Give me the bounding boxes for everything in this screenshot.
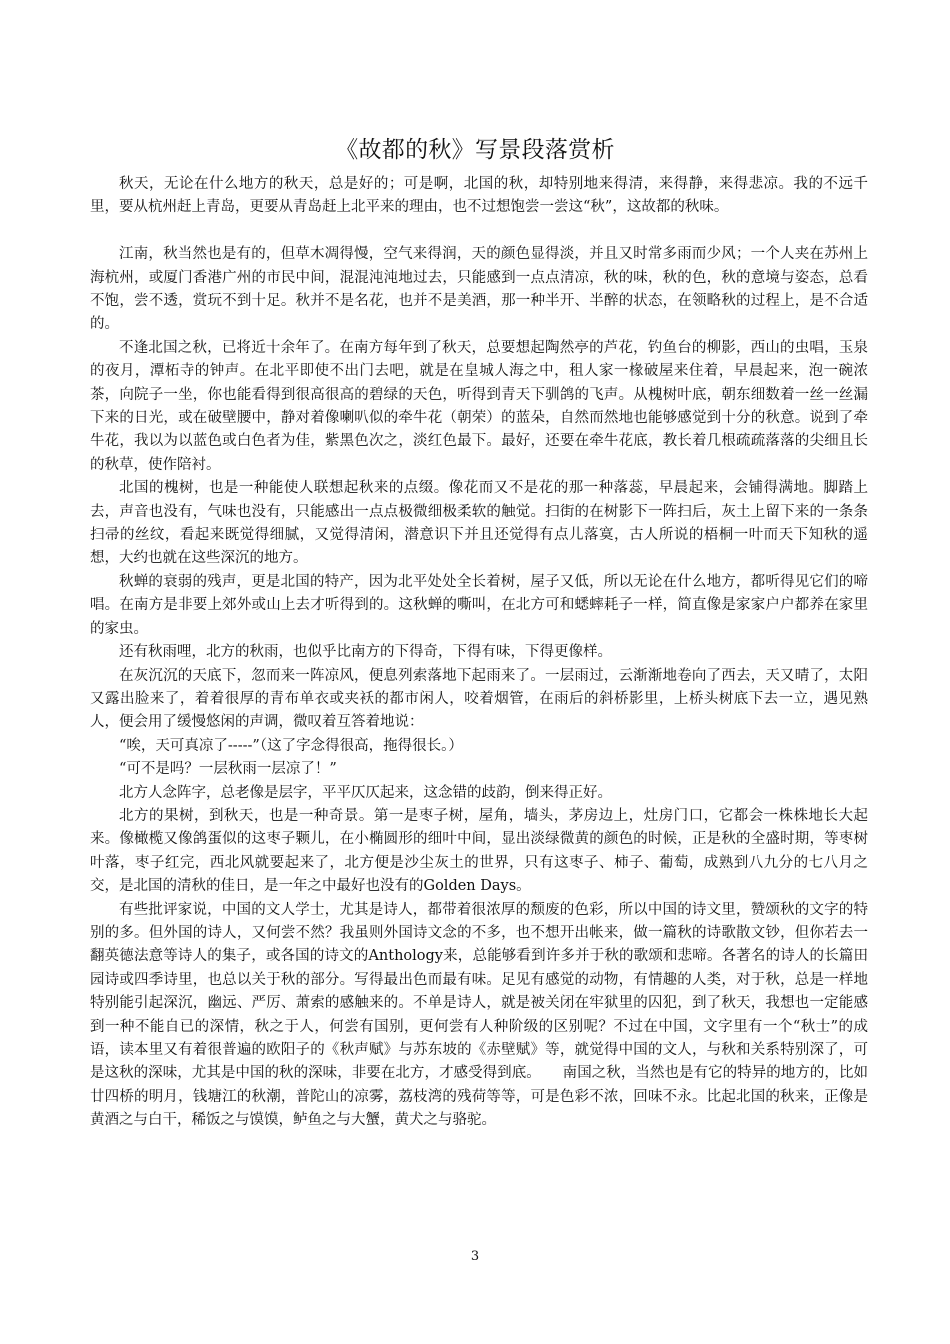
paragraph: 江南，秋当然也是有的，但草木凋得慢，空气来得润，天的颜色显得淡，并且又时常多雨而少风；一个人夹在苏州上海杭州，或厦门香港广州的市民中间，混混沌沌地过去，只能感到一点点清凉，秋的味，秋的色，秋的意境与姿态，总看不饱，尝不透，赏玩不到十足。秋并不是名花，也并不是美酒，那一种半开、半醉的状态，在领略秋的过程上，是不合适的。 — [90, 246, 868, 333]
document-body — [90, 173, 868, 1133]
dialogue-line: “可不是吗？一层秋雨一层凉了！” — [119, 761, 337, 778]
paragraph: 北国的槐树，也是一种能使人联想起秋来的点缀。像花而又不是花的那一种落蕊，早晨起来，会铺得满地。脚踏上去，声音也没有，气味也没有，只能感出一点点极微细极柔软的触觉。扫街的在树影下一阵扫后，灰土上留下来的一条条扫帚的丝纹，看起来既觉得细腻，又觉得清闲，潜意识下并且还觉得有点儿落寞，古人所说的梧桐一叶而天下知秋的遥想，大约也就在这些深沉的地方。 — [90, 480, 868, 567]
paragraph: 有些批评家说，中国的文人学士，尤其是诗人，都带着很浓厚的颓废的色彩，所以中国的诗文里，赞颂秋的文字的特别的多。但外国的诗人，又何尝不然？我虽则外国诗文念的不多，也不想开出帐来，做一篇秋的诗歌散文钞，但你若去一翻英德法意等诗人的集子，或各国的诗文的Anthology来，总能够看到许多并于秋的歌颂和悲啼。各著名的诗人的长篇田园诗或四季诗里，也总以关于秋的部分。写得最出色而最有味。足见有感觉的动物，有情趣的人类，对于秋，总是一样地特别能引起深沉，幽远、严厉、萧索的感触来的。不单是诗人，就是被关闭在牢狱里的囚犯，到了秋天，我想也一定能感到一种不能自已的深情，秋之于人，何尝有国别，更何尝有人种阶级的区别呢？不过在中国，文字里有一个“秋士”的成语，读本里又有着很普遍的欧阳子的《秋声赋》与苏东坡的《赤壁赋》等，就觉得中国的文人，与秋和关系特别深了，可是这秋的深味，尤其是中国的秋的深味，非要在北方，才感受得到底。 南国之秋，当然也是有它的特异的地方的，比如廿四桥的明月，钱塘江的秋潮，普陀山的凉雾，荔枝湾的残荷等等，可是色彩不浓，回味不永。比起北国的秋来，正像是黄酒之与白干，稀饭之与馍馍，鲈鱼之与大蟹，黄犬之与骆驼。 — [90, 901, 868, 1129]
paragraph: 秋天，无论在什么地方的秋天，总是好的；可是啊，北国的秋，却特别地来得清，来得静，来得悲凉。我的不远千里，要从杭州赶上青岛，更要从青岛赶上北平来的理由，也不过想饱尝一尝这“秋”，这故都的秋味。 — [90, 176, 868, 216]
paragraph: 还有秋雨哩，北方的秋雨，也似乎比南方的下得奇，下得有味，下得更像样。 — [119, 644, 612, 661]
paragraph: 在灰沉沉的天底下，忽而来一阵凉风，便息列索落地下起雨来了。一层雨过，云渐渐地卷向了西去，天又晴了，太阳又露出脸来了，着着很厚的青布单衣或夹袄的都市闲人，咬着烟管，在雨后的斜桥影里，上桥头树底下去一立，遇见熟人，便会用了缓慢悠闲的声调，微叹着互答着地说： — [90, 667, 868, 731]
dialogue-line: “唉，天可真凉了-----”（这了字念得很高，拖得很长。） — [119, 737, 463, 754]
paragraph: 北方人念阵字，总老像是层字，平平仄仄起来，这念错的歧韵，倒来得正好。 — [119, 784, 612, 801]
paragraph: 不逢北国之秋，已将近十余年了。在南方每年到了秋天，总要想起陶然亭的芦花，钓鱼台的柳影，西山的虫唱，玉泉的夜月，潭柘寺的钟声。在北平即使不出门去吧，就是在皇城人海之中，租人家一椽破屋来住着，早晨起来，泡一碗浓茶，向院子一坐，你也能看得到很高很高的碧绿的天色，听得到青天下驯鸽的飞声。从槐树叶底，朝东细数着一丝一丝漏下来的日光，或在破壁腰中，静对着像喇叭似的牵牛花（朝荣）的蓝朵，自然而然地也能够感觉到十分的秋意。说到了牵牛花，我以为以蓝色或白色者为佳，紫黑色次之，淡红色最下。最好，还要在牵牛花底，教长着几根疏疏落落的尖细且长的秋草，使作陪衬。 — [90, 339, 868, 473]
page-number: 3 — [470, 1249, 480, 1264]
paragraph: 秋蝉的衰弱的残声，更是北国的特产，因为北平处处全长着树，屋子又低，所以无论在什么地方，都听得见它们的啼唱。在南方是非要上郊外或山上去才听得到的。这秋蝉的嘶叫，在北方可和蟋蟀耗子一样，简直像是家家户户都养在家里的家虫。 — [90, 573, 868, 637]
paragraph: 北方的果树，到秋天，也是一种奇景。第一是枣子树，屋角，墙头，茅房边上，灶房门口，它都会一株株地长大起来。像橄榄又像鸽蛋似的这枣子颗儿，在小椭圆形的细叶中间，显出淡绿微黄的颜色的时候，正是秋的全盛时期，等枣树叶落，枣子红完，西北风就要起来了，北方便是沙尘灰土的世界，只有这枣子、柿子、葡萄，成熟到八九分的七八月之交，是北国的清秋的佳日，是一年之中最好也没有的Golden Days。 — [90, 807, 868, 895]
document-title: 《故都的秋》写景段落赏析 — [335, 137, 615, 163]
